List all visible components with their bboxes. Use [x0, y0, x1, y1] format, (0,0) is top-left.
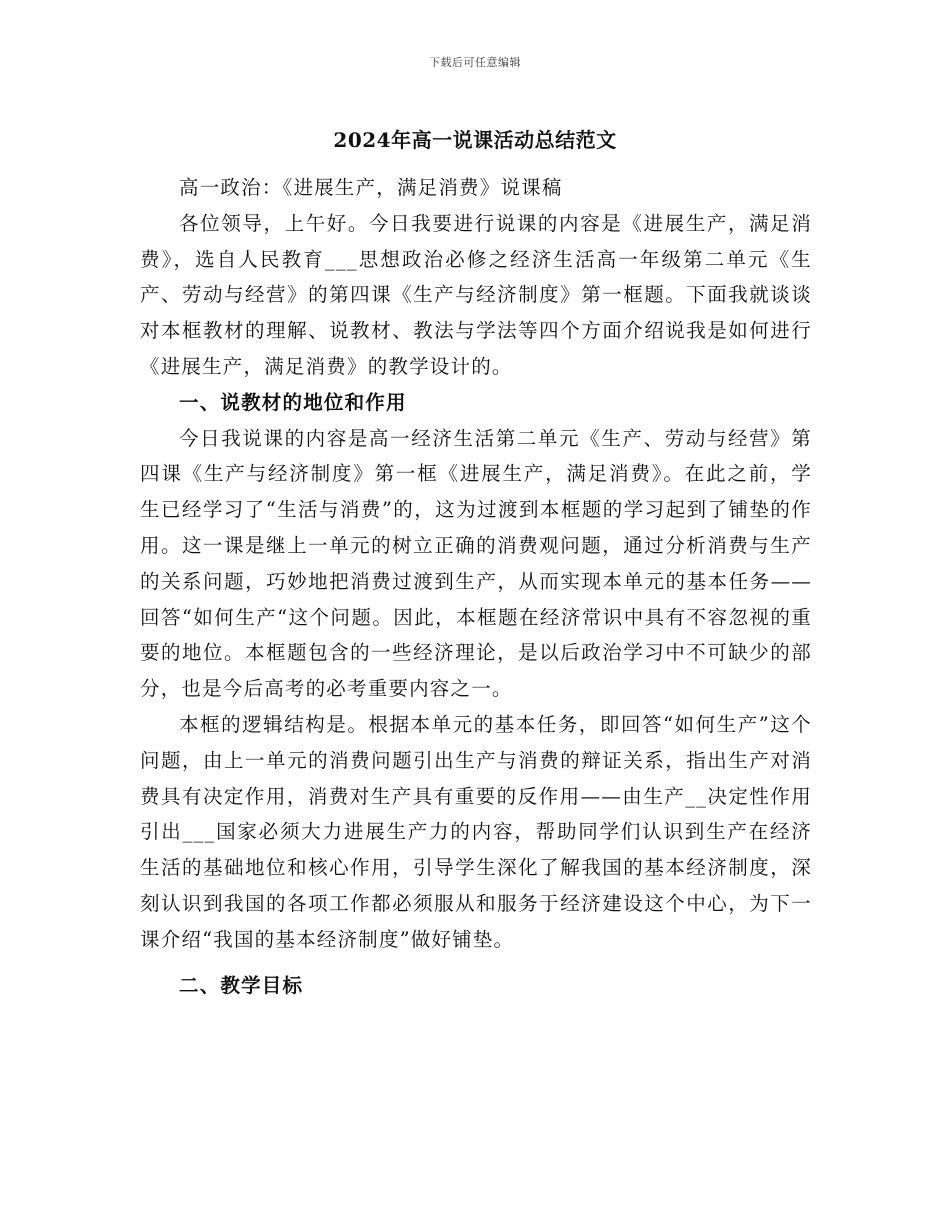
document-title: 2024年高一说课活动总结范文 — [333, 128, 617, 152]
subtitle-line: 高一政治：《进展生产，满足消费》说课稿 — [179, 176, 563, 199]
section-heading-2: 二、教学目标 — [179, 973, 304, 997]
section-1-paragraph-2: 本框的逻辑结构是。根据本单元的基本任务，即回答“如何生产”这个问题，由上一单元的消费问题引出生产与消费的辩证关系，指出生产对消费具有决定作用，消费对生产具有重要的反作用——由生产__决定性作用引出___国家必须大力进展生产力的内容，帮助同学们认识到生产在经济生活的基础地位和核心作用，引导学生深化了解我国的基本经济制度，深刻认识到我国的各项工作都必须服从和服务于经济建设这个中心，为下一课介绍“我国的基本经济制度”做好铺垫。 — [140, 712, 812, 951]
section-heading-1: 一、说教材的地位和作用 — [179, 390, 407, 414]
document-body — [140, 170, 812, 1003]
header-note: 下载后可任意编辑 — [429, 56, 521, 69]
intro-paragraph: 各位领导，上午好。今日我要进行说课的内容是《进展生产，满足消费》，选自人民教育___思想政治必修之经济生活高一年级第二单元《生产、劳动与经营》的第四课《生产与经济制度》第一框题。下面我就谈谈对本框教材的理解、说教材、教法与学法等四个方面介绍说我是如何进行《进展生产，满足消费》的教学设计的。 — [140, 211, 812, 378]
section-1-paragraph-1: 今日我说课的内容是高一经济生活第二单元《生产、劳动与经营》第四课《生产与经济制度》第一框《进展生产，满足消费》。在此之前，学生已经学习了“生活与消费”的，这为过渡到本框题的学习起到了铺垫的作用。这一课是继上一单元的树立正确的消费观问题，通过分析消费与生产的关系问题，巧妙地把消费过渡到生产，从而实现本单元的基本任务——回答“如何生产“这个问题。因此，本框题在经济常识中具有不容忽视的重要的地位。本框题包含的一些经济理论，是以后政治学习中不可缺少的部分，也是今后高考的必考重要内容之一。 — [140, 426, 812, 701]
